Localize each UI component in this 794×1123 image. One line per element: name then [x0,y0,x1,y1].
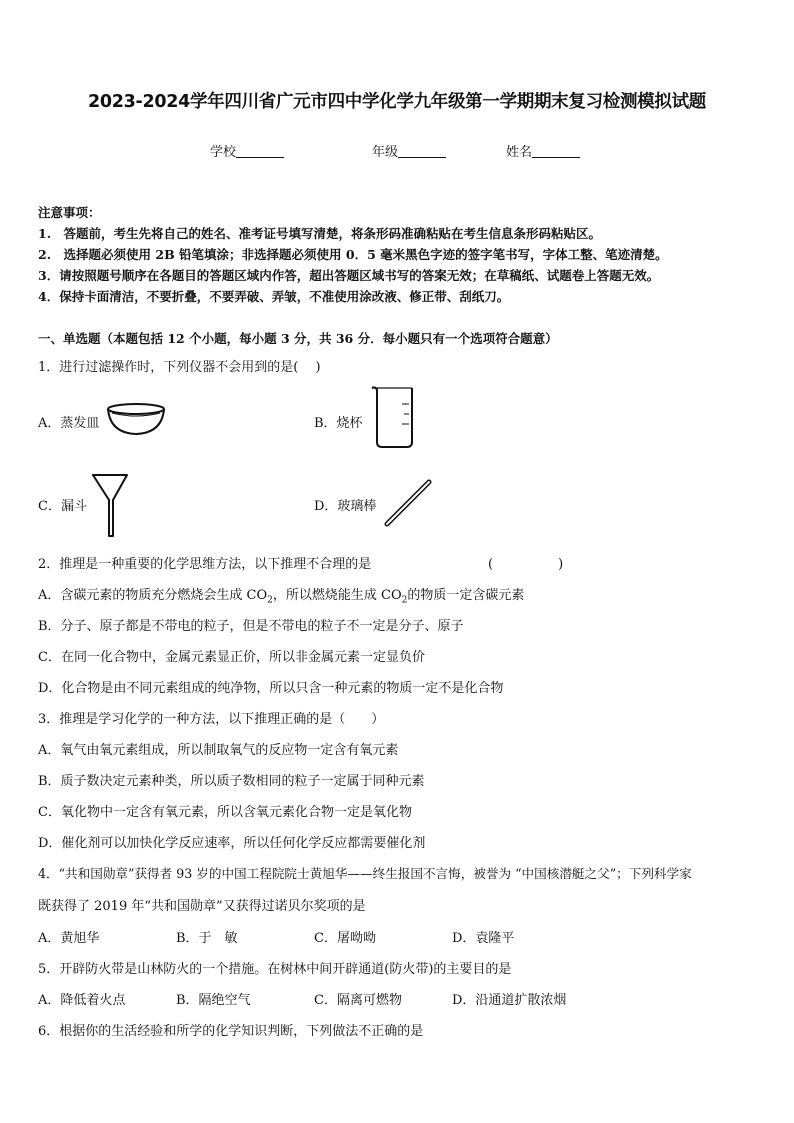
name-field[interactable] [506,141,580,160]
notice-item-2: 2. 选择题必须使用 2B 铅笔填涂；非选择题必须使用 0．5 毫米黑色字迹的签字笔书写，字体工整、笔迹清楚。 [38,247,668,262]
q1-option-b[interactable]: B．烧杯 [314,416,363,431]
notice-item-3: 3．请按照题号顺序在各题目的答题区域内作答，超出答题区域书写的答案无效；在草稿纸、试题卷上答题无效。 [38,268,660,283]
question-1-stem: 1．进行过滤操作时，下列仪器不会用到的是( ) [38,360,321,375]
q1-option-a[interactable]: A．蒸发皿 [38,416,100,431]
q2-option-a-sub2: 2 [401,595,408,606]
q2-option-a-mid: ，所以燃烧能生成 CO [272,588,402,603]
question-6-stem: 6．根据你的生活经验和所学的化学知识判断，下列做法不正确的是 [38,1024,424,1039]
page-title: 2023-2024学年四川省广元市四中学化学九年级第一学期期末复习检测模拟试题 [88,92,706,112]
q2-answer-paren[interactable]: ( ) [488,557,564,572]
q3-option-a[interactable]: A．氧气由氧元素组成，所以制取氧气的反应物一定含有氧元素 [38,743,399,758]
q2-option-a[interactable] [38,584,524,606]
q5-option-d[interactable]: D．沿通道扩散浓烟 [452,993,567,1008]
glass-rod-icon [382,478,434,528]
evaporating-dish-icon [106,403,166,437]
q5-option-a[interactable]: A．降低着火点 [38,993,126,1008]
question-3-stem: 3．推理是学习化学的一种方法，以下推理正确的是（ ） [38,712,385,727]
name-label: 姓名 [506,145,533,160]
q2-option-a-post: 的物质一定含碳元素 [407,588,525,603]
q4-option-b[interactable]: B．于 敏 [176,931,238,946]
section-heading: 一、单选题（本题包括 12 个小题，每小题 3 分，共 36 分．每小题只有一个选项符合题意） [38,331,558,346]
beaker-icon [369,384,419,450]
q4-option-a[interactable]: A．黄旭华 [38,931,100,946]
school-blank[interactable] [236,145,284,158]
question-4-stem-line1: 4．“共和国勋章”获得者 93 岁的中国工程院院士黄旭华——终生报国不言悔，被誉为 “中国核潜艇之父”；下列科学家 [38,866,692,881]
question-2-stem: 2．推理是一种重要的化学思维方法，以下推理不合理的是 [38,557,372,572]
q2-option-a-sub1: 2 [267,595,273,606]
q1-option-c[interactable]: C．漏斗 [38,499,87,514]
q3-option-b[interactable]: B．质子数决定元素种类，所以质子数相同的粒子一定属于同种元素 [38,774,425,789]
q3-option-d[interactable]: D．催化剂可以加快化学反应速率，所以任何化学反应都需要催化剂 [38,836,426,851]
school-field[interactable] [210,141,284,160]
name-blank[interactable] [532,145,580,158]
notice-item-1: 1. 答题前，考生先将自己的姓名、准考证号填写清楚，将条形码准确粘贴在考生信息条形码粘贴区。 [38,226,602,241]
q5-option-c[interactable]: C．隔离可燃物 [314,993,402,1008]
q4-option-d[interactable]: D．袁隆平 [452,931,515,946]
notice-item-4: 4．保持卡面清洁，不要折叠，不要弄破、弄皱，不准使用涂改液、修正带、刮纸刀。 [38,289,510,304]
funnel-icon [91,472,129,538]
q2-option-b[interactable]: B．分子、原子都是不带电的粒子，但是不带电的粒子不一定是分子、原子 [38,619,464,634]
question-4-stem-line2: 既获得了 2019 年“共和国勋章”又获得过诺贝尔奖项的是 [38,899,366,914]
notice-heading: 注意事项： [38,205,101,220]
q3-option-c[interactable]: C．氧化物中一定含有氧元素，所以含氧元素化合物一定是氧化物 [38,805,412,820]
grade-label: 年级 [372,145,399,160]
q2-option-c[interactable]: C．在同一化合物中，金属元素显正价，所以非金属元素一定显负价 [38,650,425,665]
grade-blank[interactable] [398,145,446,158]
q4-option-c[interactable]: C．屠呦呦 [314,931,376,946]
q2-option-a-pre: A．含碳元素的物质充分燃烧会生成 CO [38,588,268,603]
q5-option-b[interactable]: B．隔绝空气 [176,993,251,1008]
q2-option-d[interactable]: D．化合物是由不同元素组成的纯净物，所以只含一种元素的物质一定不是化合物 [38,681,504,696]
q1-option-d[interactable]: D．玻璃棒 [314,499,377,514]
question-5-stem: 5．开辟防火带是山林防火的一个措施。在树林中间开辟通道(防火带)的主要目的是 [38,962,512,977]
school-label: 学校 [210,145,237,160]
grade-field[interactable] [372,141,446,160]
